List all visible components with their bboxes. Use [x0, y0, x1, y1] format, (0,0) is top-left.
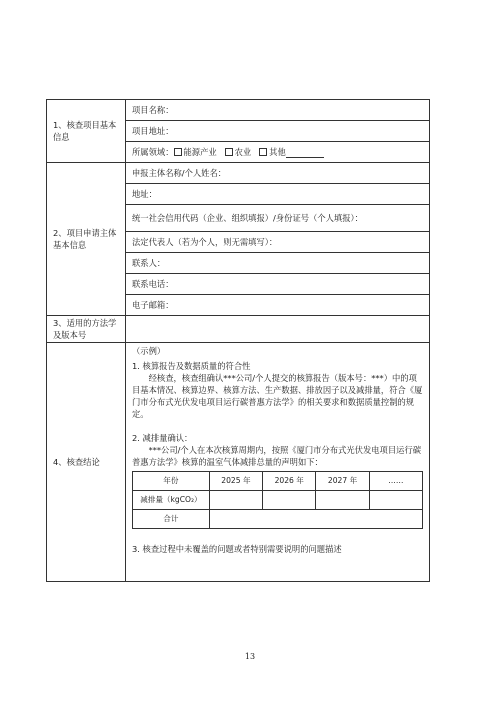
- legal-rep-field[interactable]: 法定代表人（若为个人，则无需填写）：: [126, 232, 430, 253]
- conclusion-p3-title: 3. 核查过程中未覆盖的问题或者特别需要说明的问题描述: [132, 544, 342, 554]
- section-1-label: 1、核查项目基本信息: [47, 100, 126, 163]
- conclusion-p1-body: 经核查，核查组确认***公司/个人提交的核算报告（版本号：***）中的项目基本情况、核算边界、核算方法、生产数据、排放因子以及减排量，符合《厦门市分布式光伏发电项目运行碳普惠方法学》的相关要求和数据质量控制的规定。: [132, 373, 423, 419]
- section-3-label: 3、适用的方法学及版本号: [47, 316, 126, 343]
- reduction-table-header: [133, 472, 423, 491]
- conclusion-p1-title: 1. 核算报告及数据质量的符合性: [132, 361, 251, 371]
- project-name-field[interactable]: 项目名称：: [126, 100, 430, 121]
- conclusion-content: [126, 343, 430, 582]
- reduction-row-label: 减排量（kgCO₂）: [133, 491, 210, 510]
- option-energy-label: 能源产业: [183, 147, 217, 157]
- project-domain-field: [126, 142, 430, 163]
- total-cell[interactable]: [209, 510, 422, 529]
- section-2-label: 2、项目申请主体基本信息: [47, 163, 126, 316]
- reduction-row: [133, 491, 423, 510]
- reduction-table: [132, 471, 423, 529]
- reduction-cell-2026[interactable]: [263, 491, 316, 510]
- checkbox-energy[interactable]: [174, 148, 182, 156]
- contact-phone-field[interactable]: 联系电话：: [126, 274, 430, 295]
- reduction-cell-2025[interactable]: [209, 491, 262, 510]
- total-row-label: 合计: [133, 510, 210, 529]
- verification-form-table: [46, 99, 430, 582]
- credit-code-field[interactable]: 统一社会信用代码（企业、组织填报）/身份证号（个人填报）：: [126, 205, 430, 232]
- header-year: 年份: [133, 472, 210, 491]
- example-note: （示例）: [132, 346, 166, 356]
- conclusion-p2-title: 2. 减排量确认：: [132, 433, 193, 443]
- header-2026: 2026 年: [263, 472, 316, 491]
- header-ellipsis: ……: [369, 472, 422, 491]
- contact-person-field[interactable]: 联系人：: [126, 253, 430, 274]
- applicant-address-field[interactable]: 地址：: [126, 184, 430, 205]
- methodology-field[interactable]: [126, 316, 430, 343]
- header-2025: 2025 年: [209, 472, 262, 491]
- total-row: [133, 510, 423, 529]
- conclusion-p2-body: ***公司/个人在本次核算周期内，按照《厦门市分布式光伏发电项目运行碳普惠方法学》核算的温室气体减排总量的声明如下：: [132, 445, 422, 467]
- option-agriculture-label: 农业: [234, 147, 252, 157]
- checkbox-other[interactable]: [259, 148, 267, 156]
- email-field[interactable]: 电子邮箱：: [126, 295, 430, 316]
- domain-prefix: 所属领域：: [132, 147, 174, 157]
- header-2027: 2027 年: [316, 472, 369, 491]
- section-4-label: 4、核查结论: [47, 343, 126, 582]
- other-blank-line[interactable]: [286, 149, 324, 158]
- page-number: 13: [244, 652, 256, 661]
- project-address-field[interactable]: 项目地址：: [126, 121, 430, 142]
- applicant-name-field[interactable]: 申报主体名称/个人姓名：: [126, 163, 430, 184]
- reduction-cell-2027[interactable]: [316, 491, 369, 510]
- reduction-cell-more[interactable]: [369, 491, 422, 510]
- option-other-label: 其他: [269, 147, 286, 157]
- checkbox-agriculture[interactable]: [225, 148, 233, 156]
